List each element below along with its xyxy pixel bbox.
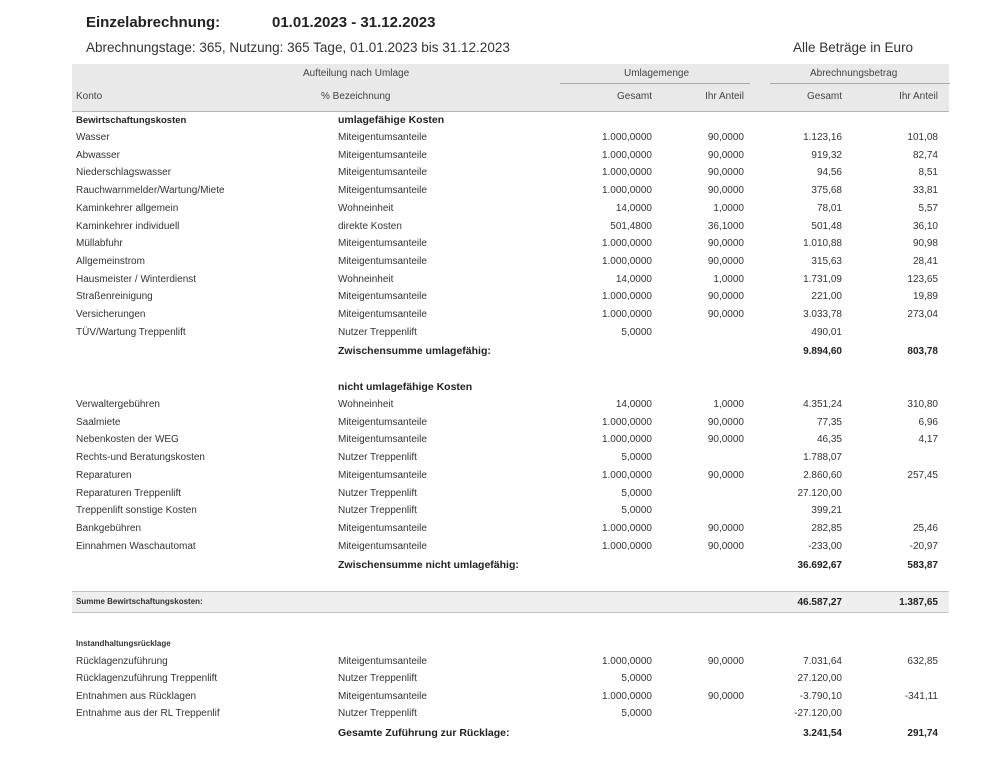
allocation-key-cell: Miteigentumsanteile [338,522,427,534]
umlage-gesamt-cell: 1.000,0000 [601,656,652,667]
table-row [0,541,1000,557]
umlage-gesamt-cell: 1.000,0000 [601,291,652,303]
table-row [0,327,1000,343]
betrag-anteil-cell: 257,45 [907,469,938,481]
umlage-gesamt-cell: 1.000,0000 [601,540,652,552]
account-cell: Saalmiete [76,416,121,428]
umlage-gesamt-cell: 14,0000 [615,399,652,410]
account-cell: Bankgebühren [76,522,142,534]
section-title-umlagefaehig: umlagefähige Kosten [338,114,445,126]
betrag-gesamt-cell: 46,35 [816,434,842,446]
umlage-anteil-cell: 36,1000 [707,220,744,232]
allocation-key-cell: Miteigentumsanteile [338,434,427,446]
statement-subtitle: Abrechnungstage: 365, Nutzung: 365 Tage, 01.01.2023 bis 31.12.2023 [86,40,510,55]
allocation-key-cell: Nutzer Treppenlift [338,487,417,499]
account-cell: Kaminkehrer allgemein [76,202,179,214]
account-cell: Treppenlift sonstige Kosten [76,505,197,517]
column-group-underline [560,83,750,84]
allocation-key-cell: Miteigentumsanteile [338,238,427,250]
column-group-abrechnungsbetrag: Abrechnungsbetrag [810,68,898,79]
table-row [0,150,1000,166]
table-header-divider [72,111,949,112]
table-row [0,691,1000,707]
allocation-key-cell: Miteigentumsanteile [338,469,427,481]
umlage-gesamt-cell: 1.000,0000 [601,522,652,534]
column-header-umlage-gesamt: Gesamt [616,91,652,102]
total-anteil: 1.387,65 [899,597,938,608]
umlage-anteil-cell: 1,0000 [713,273,744,285]
umlage-anteil-cell: 90,0000 [707,167,744,179]
subtotal-anteil-umlagefaehig: 803,78 [907,346,938,357]
account-cell: Versicherungen [76,309,146,320]
umlage-gesamt-cell: 1.000,0000 [601,238,652,250]
umlage-anteil-cell: 90,0000 [707,522,744,534]
betrag-gesamt-cell: 315,63 [811,255,842,267]
account-cell: Allgemeinstrom [76,255,145,267]
umlage-anteil-cell: 90,0000 [707,132,744,143]
betrag-anteil-cell: 82,74 [912,149,938,161]
umlage-anteil-cell: 90,0000 [707,690,744,702]
betrag-anteil-cell: -20,97 [909,540,938,552]
umlage-gesamt-cell: 5,0000 [621,673,652,685]
account-cell: Kaminkehrer individuell [76,220,180,232]
umlage-anteil-cell: 90,0000 [707,416,744,428]
account-cell: Reparaturen [76,469,132,481]
account-cell: Rauchwarnmelder/Wartung/Miete [76,185,225,197]
betrag-anteil-cell: 123,65 [907,273,938,285]
allocation-key-cell: Nutzer Treppenlift [338,707,417,719]
betrag-anteil-cell: 632,85 [907,656,938,667]
umlage-anteil-cell: 90,0000 [707,255,744,267]
table-row [0,488,1000,504]
umlage-gesamt-cell: 1.000,0000 [601,185,652,197]
betrag-gesamt-cell: 501,48 [811,220,842,232]
betrag-anteil-cell: 8,51 [918,167,938,179]
betrag-anteil-cell: 4,17 [918,434,938,446]
allocation-key-cell: Wohneinheit [338,202,394,214]
betrag-gesamt-cell: 94,56 [816,167,842,179]
umlage-gesamt-cell: 1.000,0000 [601,167,652,179]
account-cell: Entnahme aus der RL Treppenlif [76,707,220,719]
umlage-gesamt-cell: 1.000,0000 [601,255,652,267]
betrag-gesamt-cell: 1.123,16 [803,132,842,143]
betrag-anteil-cell: 36,10 [912,220,938,232]
betrag-anteil-cell: 25,46 [912,522,938,534]
subtotal-gesamt-ruecklage: 3.241,54 [803,728,842,739]
umlage-gesamt-cell: 5,0000 [621,487,652,499]
allocation-key-cell: Miteigentumsanteile [338,185,427,197]
betrag-gesamt-cell: 1.010,88 [803,238,842,250]
betrag-anteil-cell: -341,11 [904,690,938,702]
betrag-gesamt-cell: 7.031,64 [803,656,842,667]
betrag-anteil-cell: 6,96 [918,416,938,428]
umlage-gesamt-cell: 5,0000 [621,707,652,719]
betrag-anteil-cell: 273,04 [907,309,938,320]
account-cell: Rücklagenzuführung [76,656,168,667]
allocation-key-cell: direkte Kosten [338,220,402,232]
table-row [0,505,1000,521]
table-row [0,238,1000,254]
currency-note: Alle Beträge in Euro [793,40,914,55]
umlage-anteil-cell: 90,0000 [707,434,744,446]
total-gesamt: 46.587,27 [797,597,842,608]
umlage-gesamt-cell: 1.000,0000 [601,434,652,446]
table-row [0,203,1000,219]
account-cell: Nebenkosten der WEG [76,434,179,446]
betrag-gesamt-cell: 27.120,00 [797,673,842,685]
account-cell: Hausmeister / Winterdienst [76,273,197,285]
betrag-gesamt-cell: 78,01 [816,202,842,214]
total-divider-top [72,591,949,592]
account-cell: Straßenreinigung [76,291,153,303]
umlage-gesamt-cell: 14,0000 [615,202,652,214]
betrag-gesamt-cell: 77,35 [816,416,842,428]
umlage-anteil-cell: 90,0000 [707,185,744,197]
column-group-umlagemenge: Umlagemenge [624,68,690,79]
umlage-gesamt-cell: 1.000,0000 [601,416,652,428]
table-row [0,167,1000,183]
subtotal-label-umlagefaehig: Zwischensumme umlagefähig: [338,345,491,357]
column-header-betrag-anteil: Ihr Anteil [899,91,938,102]
section-title-bewirtschaftung: Bewirtschaftungskosten [76,115,187,126]
subtotal-gesamt-umlagefaehig: 9.894,60 [803,346,842,357]
allocation-key-cell: Nutzer Treppenlift [338,452,417,464]
allocation-key-cell: Miteigentumsanteile [338,540,427,552]
allocation-key-cell: Wohneinheit [338,273,394,285]
betrag-gesamt-cell: 1.788,07 [803,452,842,464]
account-cell: Entnahmen aus Rücklagen [76,690,197,702]
betrag-gesamt-cell: 1.731,09 [803,273,842,285]
column-header-betrag-gesamt: Gesamt [806,91,842,102]
subtotal-label-nicht-umlagefaehig: Zwischensumme nicht umlagefähig: [338,559,519,571]
umlage-anteil-cell: 90,0000 [707,291,744,303]
column-header-bezeichnung: % Bezeichnung [321,91,391,102]
account-cell: Niederschlagswasser [76,167,172,179]
betrag-gesamt-cell: 919,32 [811,149,842,161]
allocation-key-cell: Nutzer Treppenlift [338,673,417,685]
umlage-gesamt-cell: 1.000,0000 [601,132,652,143]
betrag-anteil-cell: 90,98 [912,238,938,250]
account-cell: Reparaturen Treppenlift [76,487,182,499]
title-period: 01.01.2023 - 31.12.2023 [272,14,436,31]
account-cell: Wasser [76,132,110,143]
betrag-gesamt-cell: 2.860,60 [803,469,842,481]
betrag-gesamt-cell: 221,00 [811,291,842,303]
umlage-anteil-cell: 90,0000 [707,309,744,320]
betrag-gesamt-cell: 282,85 [811,522,842,534]
subtotal-gesamt-nicht-umlagefaehig: 36.692,67 [797,560,842,571]
table-row [0,673,1000,689]
umlage-anteil-cell: 90,0000 [707,540,744,552]
table-row [0,221,1000,237]
betrag-gesamt-cell: 3.033,78 [803,309,842,320]
table-row [0,452,1000,468]
account-cell: Rücklagenzuführung Treppenlift [76,673,218,685]
umlage-anteil-cell: 90,0000 [707,238,744,250]
umlage-anteil-cell: 90,0000 [707,469,744,481]
umlage-gesamt-cell: 501,4800 [610,220,652,232]
table-row [0,256,1000,272]
total-label: Summe Bewirtschaftungskosten: [76,597,203,606]
betrag-gesamt-cell: 375,68 [811,185,842,197]
title-label: Einzelabrechnung: [86,14,221,31]
allocation-key-cell: Miteigentumsanteile [338,291,427,303]
umlage-anteil-cell: 1,0000 [713,399,744,410]
allocation-key-cell: Miteigentumsanteile [338,149,427,161]
umlage-gesamt-cell: 1.000,0000 [601,469,652,481]
account-cell: TÜV/Wartung Treppenlift [76,326,186,338]
table-row [0,274,1000,290]
allocation-key-cell: Miteigentumsanteile [338,132,427,143]
umlage-anteil-cell: 90,0000 [707,656,744,667]
betrag-gesamt-cell: -3.790,10 [799,690,842,702]
column-group-aufteilung: Aufteilung nach Umlage [303,68,410,79]
umlage-gesamt-cell: 1.000,0000 [601,309,652,320]
table-row [0,132,1000,148]
table-row [0,523,1000,539]
statement-title [86,14,436,31]
allocation-key-cell: Miteigentumsanteile [338,416,427,428]
table-row [0,185,1000,201]
umlage-gesamt-cell: 14,0000 [615,273,652,285]
betrag-anteil-cell: 19,89 [912,291,938,303]
allocation-key-cell: Nutzer Treppenlift [338,505,417,517]
allocation-key-cell: Wohneinheit [338,399,394,410]
account-cell: Rechts-und Beratungskosten [76,452,205,464]
allocation-key-cell: Miteigentumsanteile [338,167,427,179]
betrag-gesamt-cell: 490,01 [811,326,842,338]
betrag-anteil-cell: 310,80 [907,399,938,410]
column-header-umlage-anteil: Ihr Anteil [705,91,744,102]
account-cell: Abwasser [76,149,120,161]
section-title-ruecklage: Instandhaltungsrücklage [76,639,171,648]
subtotal-label-ruecklage: Gesamte Zuführung zur Rücklage: [338,727,510,739]
allocation-key-cell: Miteigentumsanteile [338,255,427,267]
table-row [0,309,1000,325]
betrag-gesamt-cell: 27.120,00 [797,487,842,499]
betrag-gesamt-cell: 4.351,24 [803,399,842,410]
betrag-gesamt-cell: 399,21 [811,505,842,517]
table-row [0,399,1000,415]
table-row [0,656,1000,672]
umlage-gesamt-cell: 5,0000 [621,452,652,464]
umlage-gesamt-cell: 1.000,0000 [601,690,652,702]
betrag-gesamt-cell: -27.120,00 [794,707,842,719]
section-title-nicht-umlagefaehig: nicht umlagefähige Kosten [338,381,473,393]
table-row [0,434,1000,450]
allocation-key-cell: Miteigentumsanteile [338,656,427,667]
account-cell: Einnahmen Waschautomat [76,540,196,552]
umlage-gesamt-cell: 1.000,0000 [601,149,652,161]
table-row [0,708,1000,724]
column-group-underline [770,83,950,84]
table-row [0,470,1000,486]
umlage-anteil-cell: 1,0000 [713,202,744,214]
table-row [0,417,1000,433]
allocation-key-cell: Miteigentumsanteile [338,690,427,702]
umlage-anteil-cell: 90,0000 [707,149,744,161]
betrag-gesamt-cell: -233,00 [808,540,842,552]
account-cell: Verwaltergebühren [76,399,160,410]
column-header-konto: Konto [76,91,103,102]
betrag-anteil-cell: 5,57 [918,202,938,214]
subtotal-anteil-nicht-umlagefaehig: 583,87 [907,560,938,571]
umlage-gesamt-cell: 5,0000 [621,326,652,338]
account-cell: Müllabfuhr [76,238,123,250]
allocation-key-cell: Nutzer Treppenlift [338,326,417,338]
total-divider-bottom [72,612,949,613]
table-row [0,291,1000,307]
umlage-gesamt-cell: 5,0000 [621,505,652,517]
betrag-anteil-cell: 28,41 [912,255,938,267]
subtotal-anteil-ruecklage: 291,74 [907,728,938,739]
betrag-anteil-cell: 101,08 [907,132,938,143]
allocation-key-cell: Miteigentumsanteile [338,309,427,320]
betrag-anteil-cell: 33,81 [912,185,938,197]
